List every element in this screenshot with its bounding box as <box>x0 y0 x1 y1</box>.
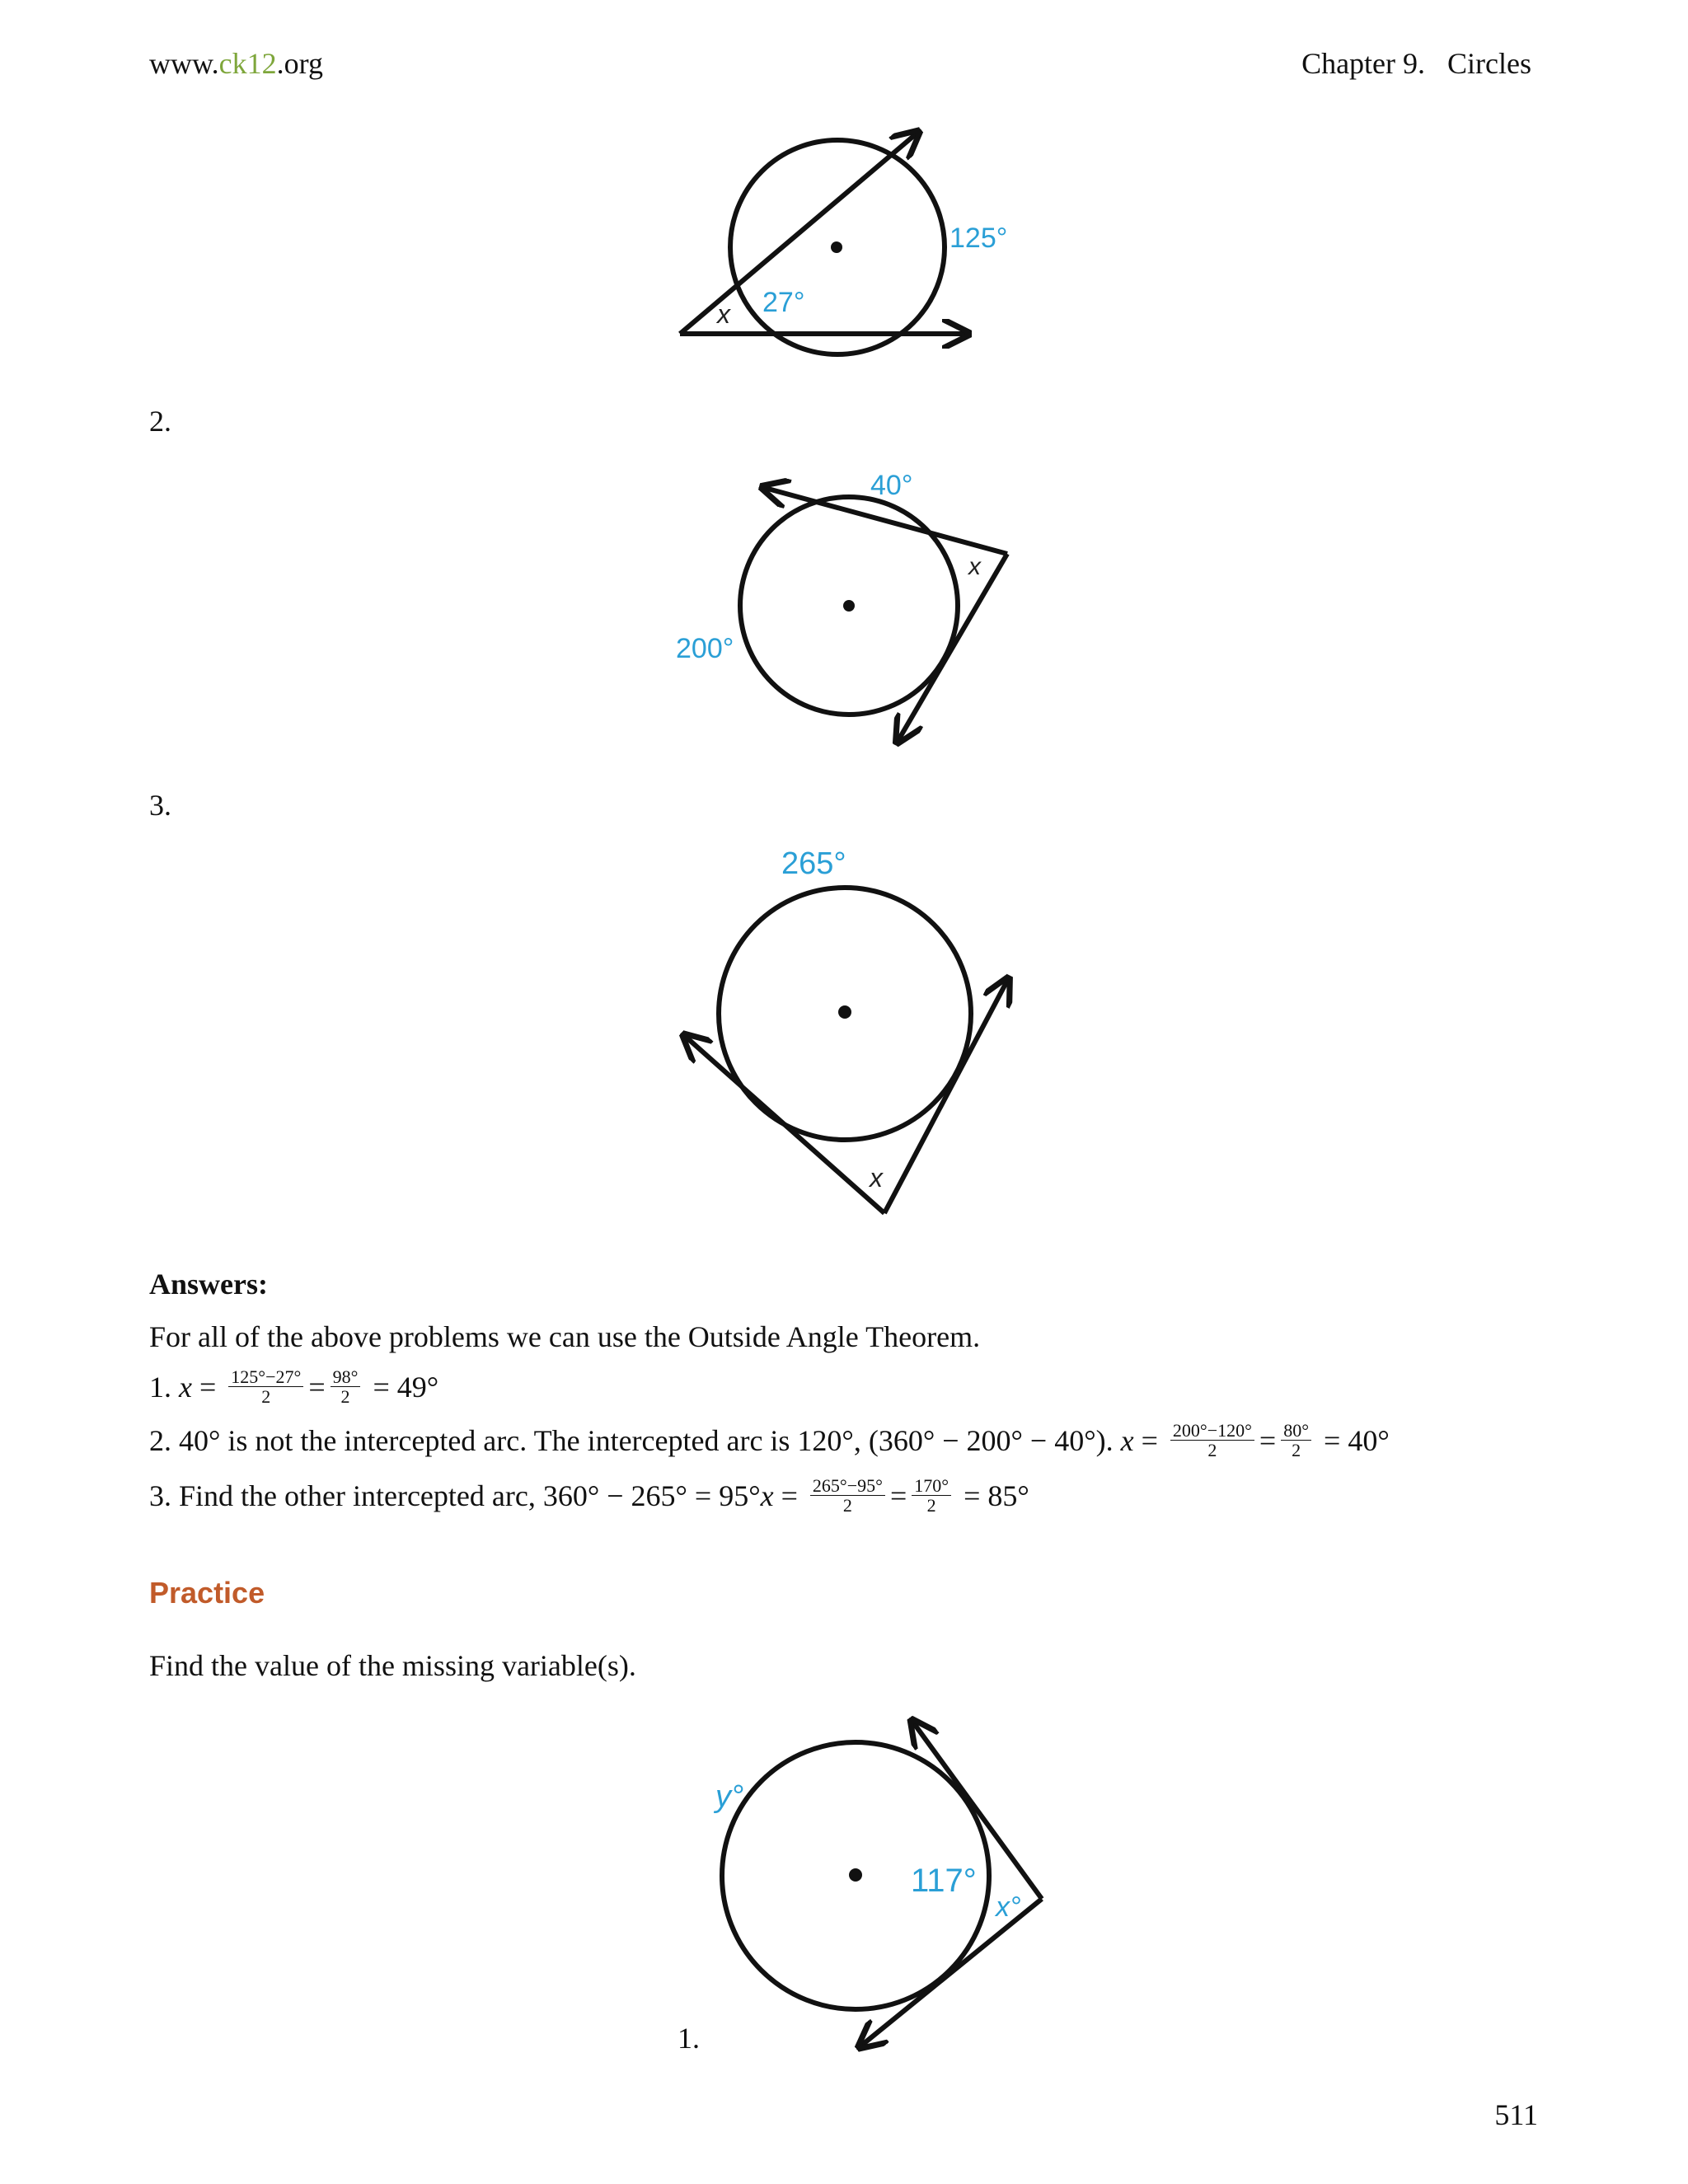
site-url-prefix: www. <box>149 47 219 80</box>
answer-3-result: = 85° <box>956 1479 1029 1512</box>
answer-2-var: x <box>1120 1424 1134 1457</box>
answer-3-fraction-2 <box>912 1476 951 1515</box>
site-url-ck: ck <box>218 47 247 80</box>
denominator: 2 <box>842 1495 852 1516</box>
practice-heading: Practice <box>149 1576 265 1610</box>
figure-3-number: 3. <box>149 789 171 822</box>
denominator: 2 <box>261 1386 271 1408</box>
numerator: 80° <box>1281 1421 1311 1441</box>
denominator: 2 <box>340 1386 350 1408</box>
center-dot <box>843 600 855 612</box>
answer-2-fraction-1 <box>1170 1421 1254 1460</box>
variable-x: x <box>717 299 730 329</box>
answer-1-prefix: 1. <box>149 1371 179 1404</box>
angle-label-x: x° <box>996 1891 1021 1923</box>
numerator: 125°−27° <box>228 1367 303 1387</box>
figure-1-svg <box>659 124 1039 371</box>
site-url-num: 12 <box>246 47 277 80</box>
angle-label-27: 27° <box>762 287 805 318</box>
answer-2: 2. 40° is not the intercepted arc. The intercepted arc is 120°, (360° − 200° − 40°). x = $\frac{200^\circ-120^\circ}{2}$ = $\frac{80^\circ}{2}$ = 40° <box>149 1420 1390 1461</box>
numerator: 200°−120° <box>1170 1421 1254 1441</box>
arc-label-y: y° <box>715 1779 744 1814</box>
tangent-right <box>884 981 1007 1213</box>
numerator: 98° <box>331 1367 361 1387</box>
answer-1-eq: = <box>191 1371 224 1404</box>
answer-2-result: = 40° <box>1316 1424 1390 1457</box>
answers-intro: For all of the above problems we can use the Outside Angle Theorem. <box>149 1320 981 1353</box>
denominator: 2 <box>1292 1440 1301 1461</box>
tangent-left <box>686 1037 884 1213</box>
center-dot <box>849 1868 862 1882</box>
figure-two-tangents-3 <box>668 846 1030 1228</box>
answer-1: 1. x = $\frac{125^\circ-27^\circ}{2}$ = $\frac{98^\circ}{2}$ = 49° <box>149 1366 439 1408</box>
arc-label-117: 117° <box>911 1863 977 1899</box>
center-dot <box>831 241 842 253</box>
answer-3-var: x <box>760 1479 774 1512</box>
variable-x: x <box>870 1163 883 1193</box>
answer-3-fraction-1 <box>810 1476 885 1515</box>
figure-practice-1-number: 1. <box>678 2022 700 2055</box>
variable-x: x <box>968 553 981 580</box>
answer-1-result: = 49° <box>365 1371 439 1404</box>
answer-3-eq: = <box>773 1479 805 1512</box>
denominator: 2 <box>1207 1440 1217 1461</box>
numerator: 170° <box>912 1476 951 1496</box>
figure-3-svg <box>668 846 1030 1228</box>
page-number: 511 <box>1494 2098 1538 2131</box>
center-dot <box>838 1005 851 1019</box>
answer-1-fraction-1 <box>228 1367 303 1406</box>
figure-practice-1 <box>701 1714 1063 2060</box>
answer-2-text: 2. 40° is not the intercepted arc. The intercepted arc is 120°, (360° − 200° − 40°). <box>149 1424 1121 1457</box>
answer-2-eq: = <box>1133 1424 1165 1457</box>
answer-1-fraction-2 <box>331 1367 361 1406</box>
answer-1-var: x <box>179 1371 192 1404</box>
practice-instruction: Find the value of the missing variable(s). <box>149 1649 636 1682</box>
figure-4-svg <box>701 1714 1063 2060</box>
figure-2-svg <box>668 462 1030 750</box>
figure-secant-tangent-1 <box>659 124 1039 371</box>
site-url-suffix: .org <box>276 47 323 80</box>
answers-heading: Answers: <box>149 1268 268 1301</box>
answer-3-text: 3. Find the other intercepted arc, 360° − 265° = 95° <box>149 1479 761 1512</box>
figure-2-number: 2. <box>149 405 171 438</box>
chapter-title: Chapter 9. Circles <box>1301 47 1531 80</box>
arc-label-265: 265° <box>781 846 846 881</box>
arc-label-125: 125° <box>950 223 1008 254</box>
arc-label-200: 200° <box>676 633 734 664</box>
site-url[interactable] <box>149 46 323 81</box>
arc-label-40: 40° <box>870 470 913 501</box>
answer-2-fraction-2 <box>1281 1421 1311 1460</box>
numerator: 265°−95° <box>810 1476 885 1496</box>
denominator: 2 <box>926 1495 936 1516</box>
answer-3: 3. Find the other intercepted arc, 360° − 265° = 95°x = $\frac{265^\circ-95^\circ}{2}$ = $\frac{170^\circ}{2}$ = 85° <box>149 1475 1029 1516</box>
figure-two-secants-2 <box>668 462 1030 750</box>
